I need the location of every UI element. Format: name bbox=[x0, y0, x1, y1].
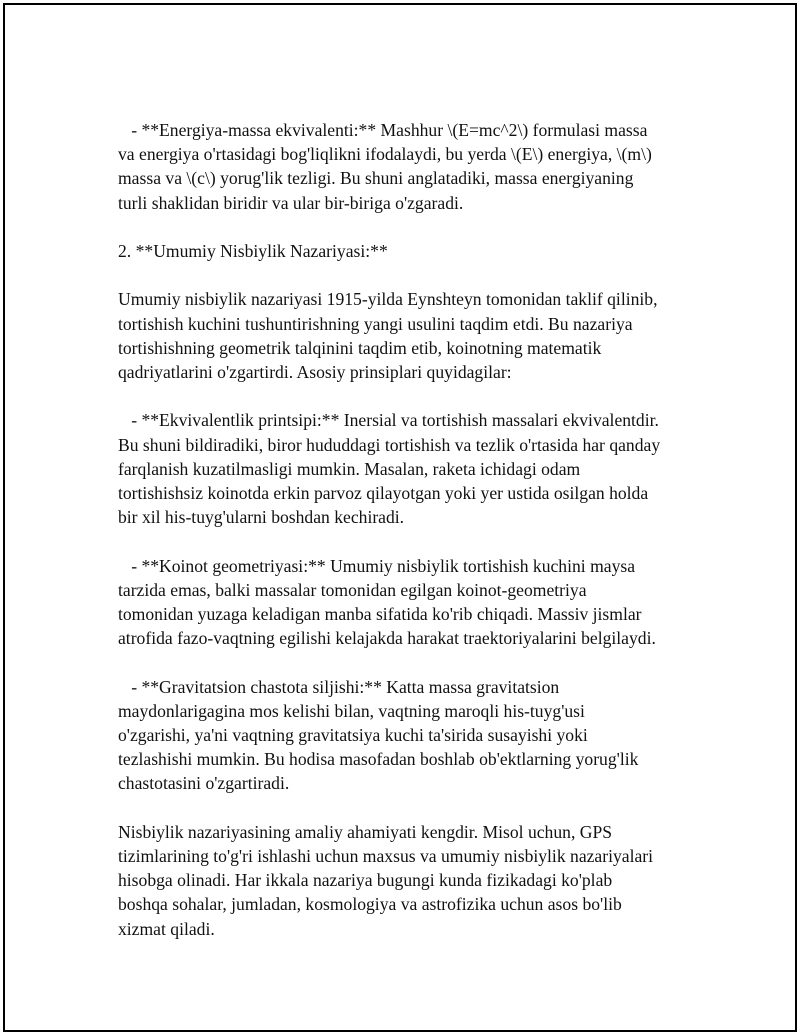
paragraph-practical-importance bbox=[118, 820, 698, 941]
text-line: Nisbiylik nazariyasining amaliy ahamiyati kengdir. Misol uchun, GPS bbox=[118, 821, 613, 842]
text-line: chastotasini o'zgartiradi. bbox=[118, 773, 290, 794]
text-line: boshqa sohalar, jumladan, kosmologiya va astrofizika uchun asos bo'lib bbox=[118, 894, 622, 915]
text-line: tomonidan yuzaga keladigan manba sifatida ko'rib chiqadi. Massiv jismlar bbox=[118, 604, 642, 624]
text-line: - **Ekvivalentlik printsipi:** Inersial va tortishish massalari ekvivalentdir. bbox=[118, 410, 659, 431]
text-line: tezlashishi mumkin. Bu hodisa masofadan boshlab ob'ektlarning yorug'lik bbox=[118, 749, 639, 770]
paragraph-gravitational-redshift bbox=[118, 675, 698, 796]
text-line: atrofida fazo-vaqtning egilishi kelajakda harakat traektoriyalarini belgilaydi. bbox=[118, 628, 656, 649]
text-line: bir xil his-tuyg'ularni boshdan kechiradi. bbox=[118, 507, 405, 528]
text-line: tortishishsiz koinotda erkin parvoz qilayotgan yoki yer ustida osilgan holda bbox=[118, 483, 649, 503]
text-line: qadriyatlarini o'zgartirdi. Asosiy prinsiplari quyidagilar: bbox=[118, 362, 512, 382]
text-line: Bu shuni bildiradiki, biror hududdagi tortishish va tezlik o'rtasida har qanday bbox=[118, 434, 661, 455]
text-line: hisobga olinadi. Har ikkala nazariya bugungi kunda fizikadagi ko'plab bbox=[118, 870, 613, 891]
paragraph-energy-mass-equivalence bbox=[118, 118, 698, 215]
paragraph-space-geometry bbox=[118, 554, 698, 651]
text-line: turli shaklidan biridir va ular bir-biriga o'zgaradi. bbox=[118, 192, 464, 213]
text-line: - **Gravitatsion chastota siljishi:** Katta massa gravitatsion bbox=[118, 676, 560, 697]
heading-line: 2. **Umumiy Nisbiylik Nazariyasi:** bbox=[118, 241, 388, 261]
section-heading-general-relativity bbox=[118, 239, 698, 263]
text-line: - **Energiya-massa ekvivalenti:** Mashhur \(E=mc^2\) formulasi massa bbox=[118, 120, 648, 140]
text-line: Umumiy nisbiylik nazariyasi 1915-yilda Eynshteyn tomonidan taklif qilinib, bbox=[118, 289, 658, 310]
text-line: - **Koinot geometriyasi:** Umumiy nisbiylik tortishish kuchini maysa bbox=[118, 555, 636, 576]
document-body bbox=[118, 118, 698, 941]
text-line: maydonlarigagina mos kelishi bilan, vaqtning maroqli his-tuyg'usi bbox=[118, 700, 585, 721]
text-line: xizmat qiladi. bbox=[118, 918, 215, 939]
text-line: tortishish kuchini tushuntirishning yangi usulini taqdim etdi. Bu nazariya bbox=[118, 313, 633, 334]
text-line: o'zgarishi, ya'ni vaqtning gravitatsiya kuchi ta'sirida susayishi yoki bbox=[118, 725, 588, 745]
text-line: va energiya o'rtasidagi bog'liqlikni ifodalaydi, bu yerda \(E\) energiya, \(m\) bbox=[118, 144, 652, 165]
text-line: tarzida emas, balki massalar tomonidan egilgan koinot-geometriya bbox=[118, 579, 587, 600]
paragraph-general-relativity-intro bbox=[118, 287, 698, 384]
text-line: farqlanish kuzatilmasligi mumkin. Masalan, raketa ichidagi odam bbox=[118, 458, 581, 479]
text-line: tizimlarining to'g'ri ishlashi uchun maxsus va umumiy nisbiylik nazariyalari bbox=[118, 846, 654, 866]
paragraph-equivalence-principle bbox=[118, 408, 698, 529]
text-line: tortishishning geometrik talqinini taqdim etib, koinotning matematik bbox=[118, 337, 602, 358]
text-line: massa va \(c\) yorug'lik tezligi. Bu shuni anglatadiki, massa energiyaning bbox=[118, 168, 634, 189]
